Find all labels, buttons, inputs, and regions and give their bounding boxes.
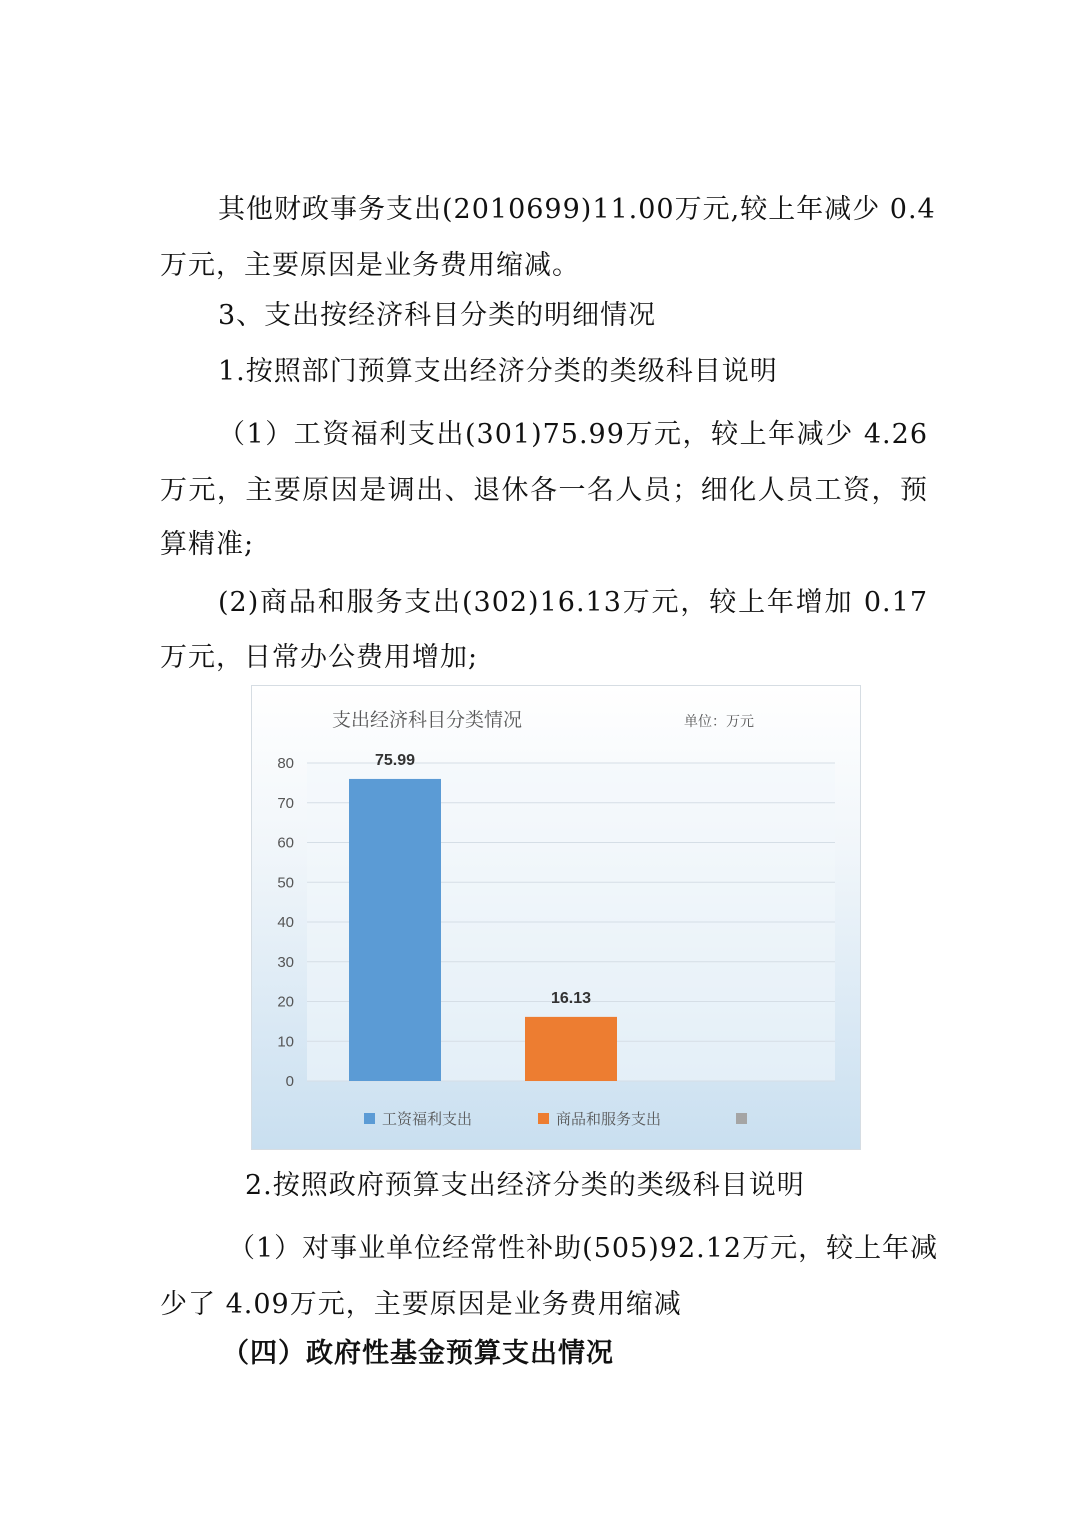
bar-data-label: 16.13 — [550, 989, 592, 1007]
paragraph-line-9: 万元，日常办公费用增加; — [160, 642, 479, 673]
bar — [349, 779, 441, 1081]
paragraph-line-8: (2)商品和服务支出(302)16.13万元，较上年增加 0.17 — [218, 587, 928, 618]
paragraph-line-12: 少了 4.09万元，主要原因是业务费用缩减 — [160, 1289, 682, 1320]
legend-label: 工资福利支出 — [382, 1110, 473, 1128]
legend-swatch — [538, 1113, 549, 1124]
legend-swatch — [736, 1113, 747, 1124]
y-tick-label: 80 — [277, 755, 294, 772]
y-tick-label: 60 — [277, 834, 294, 852]
y-tick-label: 40 — [277, 914, 294, 931]
y-tick-label: 20 — [277, 993, 294, 1011]
chart-title: 支出经济科目分类情况 — [332, 709, 523, 731]
y-tick-label: 30 — [277, 953, 294, 971]
y-tick-label: 0 — [285, 1073, 294, 1090]
y-tick-label: 70 — [277, 794, 294, 812]
chart-canvas — [252, 686, 862, 1151]
subsection-heading-1: 1.按照部门预算支出经济分类的类级科目说明 — [218, 356, 778, 387]
paragraph-line-5: （1）工资福利支出(301)75.99万元，较上年减少 4.26 — [218, 419, 928, 450]
legend-swatch — [364, 1113, 375, 1124]
y-tick-label: 10 — [277, 1033, 294, 1051]
bar — [525, 1017, 617, 1081]
paragraph-line-1: 其他财政事务支出(2010699)11.00万元,较上年减少 0.4 — [218, 194, 936, 225]
paragraph-line-7: 算精准; — [160, 529, 255, 560]
bar-data-label: 75.99 — [374, 751, 416, 769]
section-heading-4: （四）政府性基金预算支出情况 — [222, 1338, 614, 1369]
paragraph-line-11: （1）对事业单位经常性补助(505)92.12万元，较上年减 — [228, 1233, 939, 1264]
chart-unit-note: 单位：万元 — [684, 714, 754, 730]
paragraph-line-2: 万元，主要原因是业务费用缩减。 — [160, 250, 580, 281]
paragraph-line-6: 万元，主要原因是调出、退休各一名人员；细化人员工资，预 — [160, 475, 928, 506]
section-heading-3: 3、支出按经济科目分类的明细情况 — [218, 300, 657, 331]
legend-label: 商品和服务支出 — [556, 1110, 662, 1128]
y-tick-label: 50 — [277, 874, 294, 892]
subsection-heading-2: 2.按照政府预算支出经济分类的类级科目说明 — [245, 1170, 805, 1201]
expenditure-bar-chart — [251, 685, 861, 1150]
